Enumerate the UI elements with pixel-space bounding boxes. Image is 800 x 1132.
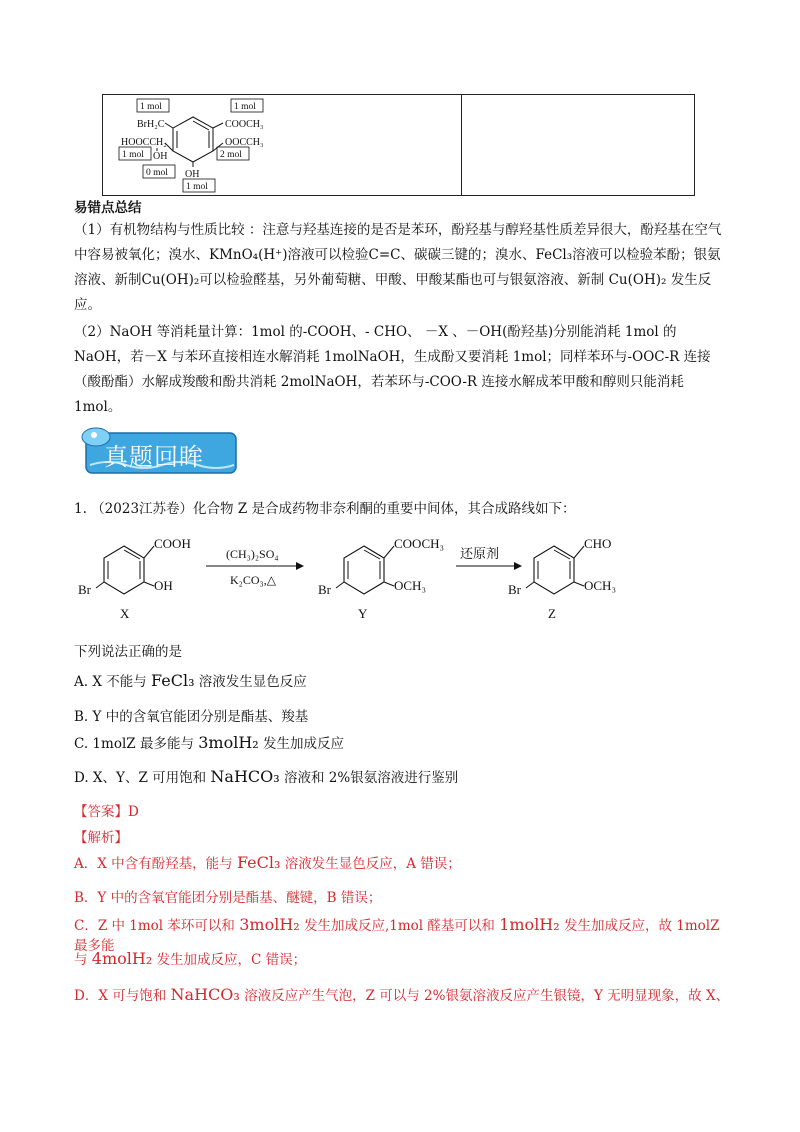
answer-label: 【答案】D [74, 804, 139, 820]
hoocch2-label: HOOCCH₂ [121, 137, 167, 148]
x-label: X [120, 606, 130, 621]
y-cooch3: COOCH₃ [394, 536, 445, 551]
arrow1-reagent: (CH₃)₂SO₄ [226, 547, 279, 561]
arrow2-reagent: 还原剂 [460, 546, 500, 561]
box-2: 1 mol [234, 102, 256, 112]
box-5: 0 mol [146, 168, 168, 178]
brch2c-label: BrH₂C [137, 119, 165, 130]
summary-paragraph-2: （2）NaOH 等消耗量计算：1mol 的-COOH、- CHO、 －X 、－OH(酚羟基)分别能消耗 1mol 的 NaOH，若－X 与苯环直接相连水解消耗 1molNaOH，生成酚又要消耗 1mol；同样苯环与-OOC-R 连接（酸酚酯）水解成羧酸和酚共消耗 2molNaOH，若苯环与-COO-R 连接水解成苯甲酸和醇则只能消耗 1mol。 [74, 324, 711, 415]
oh-bottom-label: OH [185, 169, 200, 180]
x-br: Br [78, 582, 91, 597]
y-br: Br [318, 582, 331, 597]
analysis-b: B．Y 中的含氧官能团分别是酯基、醚键，B 错误； [74, 890, 382, 906]
analysis-d: D．X 可与饱和 NaHCO₃ 溶液反应产生气泡，Z 可以与 2%银氨溶液反应产生银镜，Y 无明显现象，故 X、 [74, 985, 730, 1004]
analysis-c: C．Z 中 1mol 苯环可以和 3molH₂ 发生加成反应,1mol 醛基可以和 1molH₂ 发生加成反应，故 1molZ 最多能 [74, 915, 720, 954]
z-cho: CHO [584, 536, 612, 551]
option-c: C. 1molZ 最多能与 3molH₂ 发生加成反应 [74, 733, 345, 752]
oh-left-label: OH [153, 151, 168, 162]
question-prompt: 下列说法正确的是 [74, 644, 182, 660]
option-a: A. X 不能与 FeCl₃ 溶液发生显色反应 [74, 671, 307, 690]
analysis-c-cont: 与 4molH₂ 发生加成反应，C 错误； [74, 949, 307, 968]
x-cooh: COOH [154, 536, 191, 551]
cooch3-label: COOCH₃ [225, 119, 264, 130]
analysis-label: 【解析】 [74, 830, 128, 846]
table-divider [461, 95, 462, 195]
oocch3-label: OOCCH₃ [225, 137, 264, 148]
compound-z [508, 536, 616, 621]
question-stem: 1. （2023江苏卷）化合物 Z 是合成药物非奈利酮的重要中间体，其合成路线如下： [74, 501, 576, 517]
box-6: 1 mol [186, 182, 208, 192]
x-oh: OH [154, 578, 173, 593]
annotated-structure [113, 95, 293, 193]
box-4: 2 mol [220, 150, 242, 160]
reaction-scheme [74, 528, 634, 628]
z-och3: OCH₃ [584, 578, 616, 593]
option-b: B. Y 中的含氧官能团分别是酯基、羧基 [74, 709, 309, 725]
z-label: Z [548, 606, 556, 621]
analysis-a: A．X 中含有酚羟基，能与 FeCl₃ 溶液发生显色反应，A 错误； [74, 853, 461, 872]
box-1: 1 mol [140, 102, 162, 112]
y-och3: OCH₃ [394, 578, 426, 593]
compound-y [318, 536, 444, 621]
structure-table [102, 94, 695, 196]
summary-title: 易错点总结 [74, 200, 142, 216]
z-br: Br [508, 582, 521, 597]
y-label: Y [358, 606, 368, 621]
compound-x [78, 536, 191, 621]
box-3: 1 mol [122, 150, 144, 160]
banner-title: 真题回眸 [104, 443, 204, 471]
arrow1-conditions: K₂CO₃,△ [230, 573, 276, 587]
option-d: D. X、Y、Z 可用饱和 NaHCO₃ 溶液和 2%银氨溶液进行鉴别 [74, 767, 459, 786]
summary-paragraph-1: （1）有机物结构与性质比较 ：注意与羟基连接的是否是苯环，酚羟基与醇羟基性质差异很大，酚羟基在空气中容易被氧化；溴水、KMnO₄(H⁺)溶液可以检验C=C、碳碳三键的；溴水、FeCl₃溶液可以检验苯酚；银氨溶液、新制Cu(OH)₂可以检验醛基，另外葡萄糖、甲酸、甲酸某酯也可与银氨溶液、新制 Cu(OH)₂ 发生反应。 [74, 222, 722, 313]
